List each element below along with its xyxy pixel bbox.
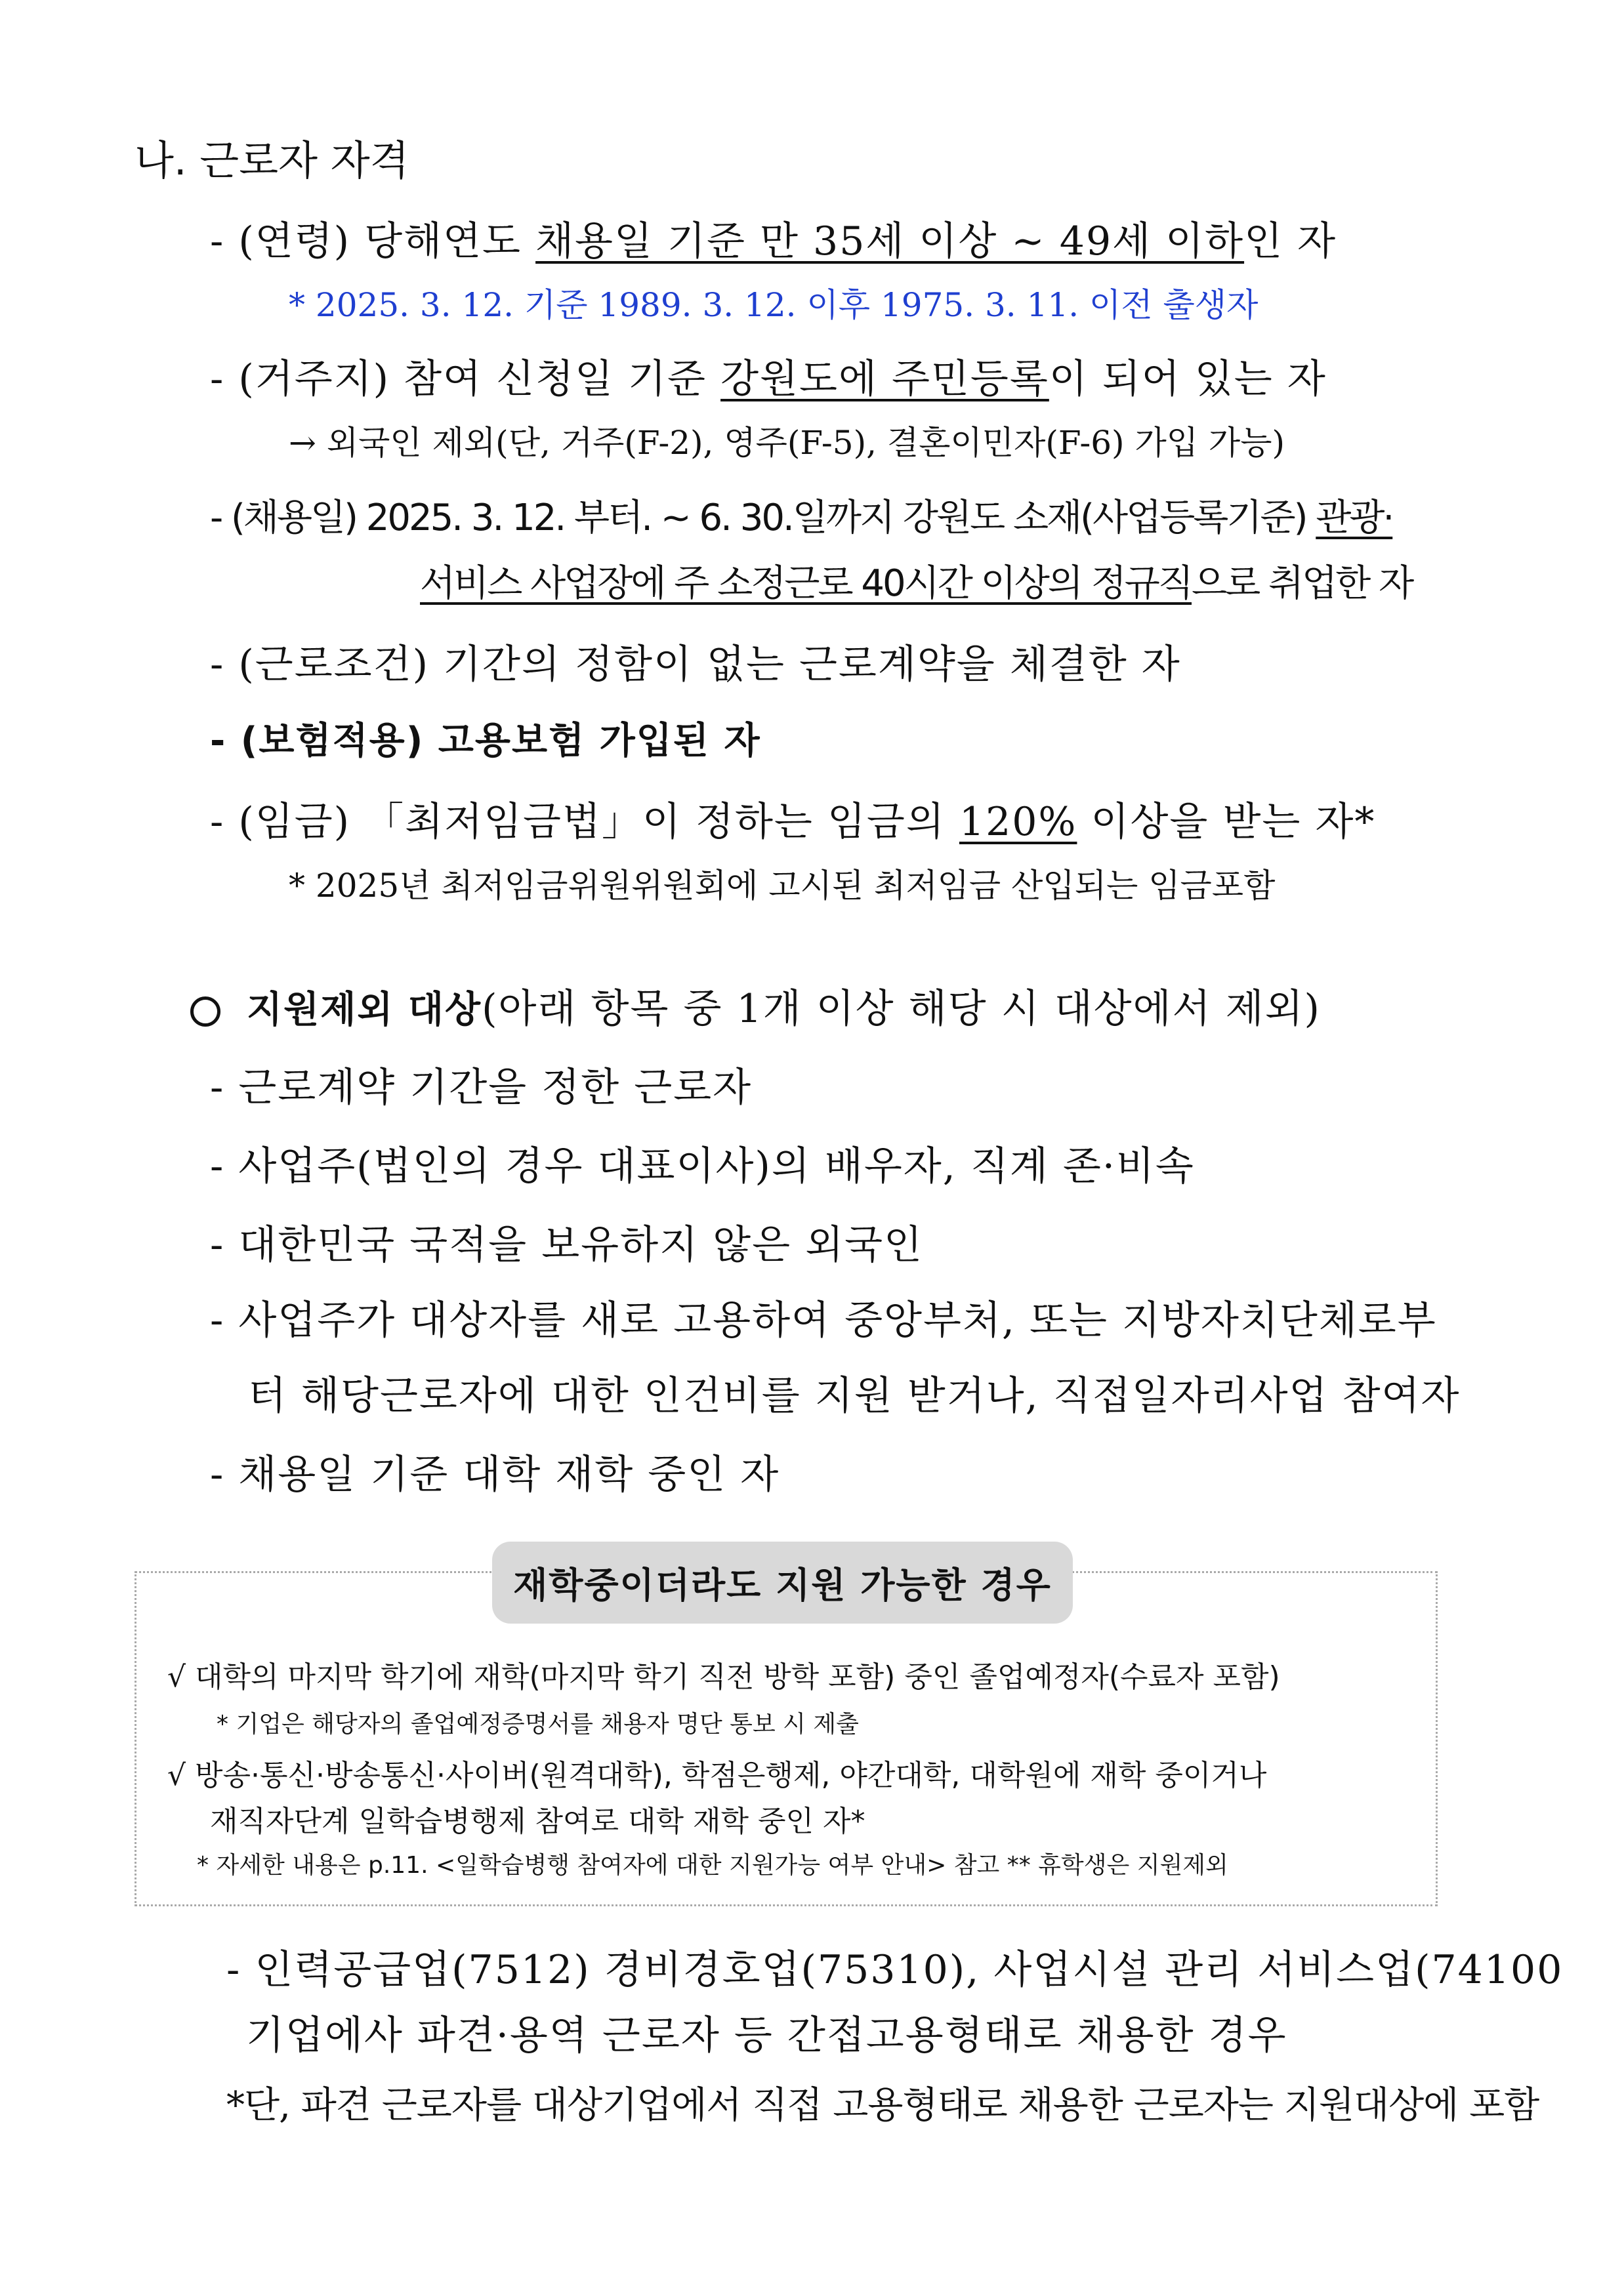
section-heading: 나. 근로자 자격 [135,136,409,184]
exclusion-item: - 근로계약 기간을 정한 근로자 [210,1065,753,1111]
exclusion-item: - 사업주가 대상자를 새로 고용하여 중앙부처, 또는 지방자치단체로부 [210,1298,1437,1343]
circle-bullet-icon [190,996,220,1027]
student-item-1: √ 대학의 마지막 학기에 재학(마지막 학기 직전 방학 포함) 중인 졸업예정자(수료자 포함) [167,1660,1280,1694]
student-item-1-note: * 기업은 해당자의 졸업예정증명서를 채용자 명단 통보 시 제출 [217,1711,859,1738]
age-line [210,210,1337,266]
wage-prefix: - (임금) 「최저임금법」이 정하는 임금의 [210,799,959,845]
wage-underlined: 120% [959,799,1077,845]
student-item-2-line2: 재직자단계 일학습병행제 참여로 대학 재학 중인 자* [210,1805,865,1838]
exclusion-item: - 사업주(법인의 경우 대표이사)의 배우자, 직계 존·비속 [210,1143,1195,1189]
age-prefix: - (연령) 당해연도 [210,218,536,264]
student-item-2-line1: √ 방송·통신·방송통신·사이버(원격대학), 학점은행제, 야간대학, 대학원에 재학 중이거나 [167,1759,1267,1792]
hire-date-suffix: 으로 취업한 자 [1192,562,1413,605]
age-underlined: 채용일 기준 만 35세 이상 ~ 49세 이하 [535,218,1245,264]
indirect-note: *단, 파견 근로자를 대상기업에서 직접 고용형태로 채용한 근로자는 지원대상에 포함 [226,2084,1539,2127]
residence-suffix: 이 되어 있는 자 [1049,356,1327,402]
age-suffix: 인 자 [1244,218,1337,264]
wage-suffix: 이상을 받는 자* [1077,799,1376,845]
exclusion-item-continued: 터 해당근로자에 대한 인건비를 지원 받거나, 직접일자리사업 참여자 [248,1373,1461,1419]
residence-line [210,348,1327,404]
hire-date-underlined-2b: 주 소정근로 40시간 이상의 정규직 [664,562,1192,605]
exclusion-title-bold: 지원제외 대상 [247,989,482,1031]
hire-date-underlined-1: 관광· [1316,497,1393,539]
wage-note: * 2025년 최저임금위원위원회에 고시된 최저임금 산입되는 임금포함 [289,867,1276,905]
hire-date-underlined-2a: 서비스 사업장에 [420,562,665,605]
exclusion-item: - 채용일 기준 대학 재학 중인 자 [210,1452,780,1498]
insurance-line: - (보험적용) 고용보험 가입된 자 [210,720,761,762]
residence-underlined: 강원도에 주민등록 [720,356,1049,402]
student-exception-title: 재학중이더라도 지원 가능한 경우 [492,1542,1073,1624]
hire-date-prefix: - (채용일) 2025. 3. 12. 부터. ~ 6. 30.일까지 강원도 소재(사업등록기준) [210,497,1316,539]
exclusion-title-rest: (아래 항목 중 1개 이상 해당 시 대상에서 제외) [482,986,1321,1032]
indirect-line2: 기업에사 파견·용역 근로자 등 간접고용형태로 채용한 경우 [246,2013,1287,2059]
hire-date-line1 [210,489,1392,541]
exclusion-item: - 대한민국 국적을 보유하지 않은 외국인 [210,1222,923,1268]
residence-note: → 외국인 제외(단, 거주(F-2), 영주(F-5), 결혼이민자(F-6) 가입 가능) [289,424,1285,462]
wage-line [210,790,1375,847]
student-item-2-note: * 자세한 내용은 p.11. <일학습병행 참여자에 대한 지원가능 여부 안내> 참고 ** 휴학생은 지원제외 [197,1852,1228,1879]
age-note: * 2025. 3. 12. 기준 1989. 3. 12. 이후 1975. 3. 11. 이전 출생자 [289,286,1259,324]
hire-date-line2 [420,554,1412,607]
indirect-line1: - 인력공급업(7512) 경비경호업(75310), 사업시설 관리 서비스업(74100 [226,1947,1564,1993]
residence-prefix: - (거주지) 참여 신청일 기준 [210,356,721,402]
exclusion-title [190,977,1321,1034]
work-condition-line: - (근로조건) 기간의 정함이 없는 근로계약을 체결한 자 [210,642,1181,687]
